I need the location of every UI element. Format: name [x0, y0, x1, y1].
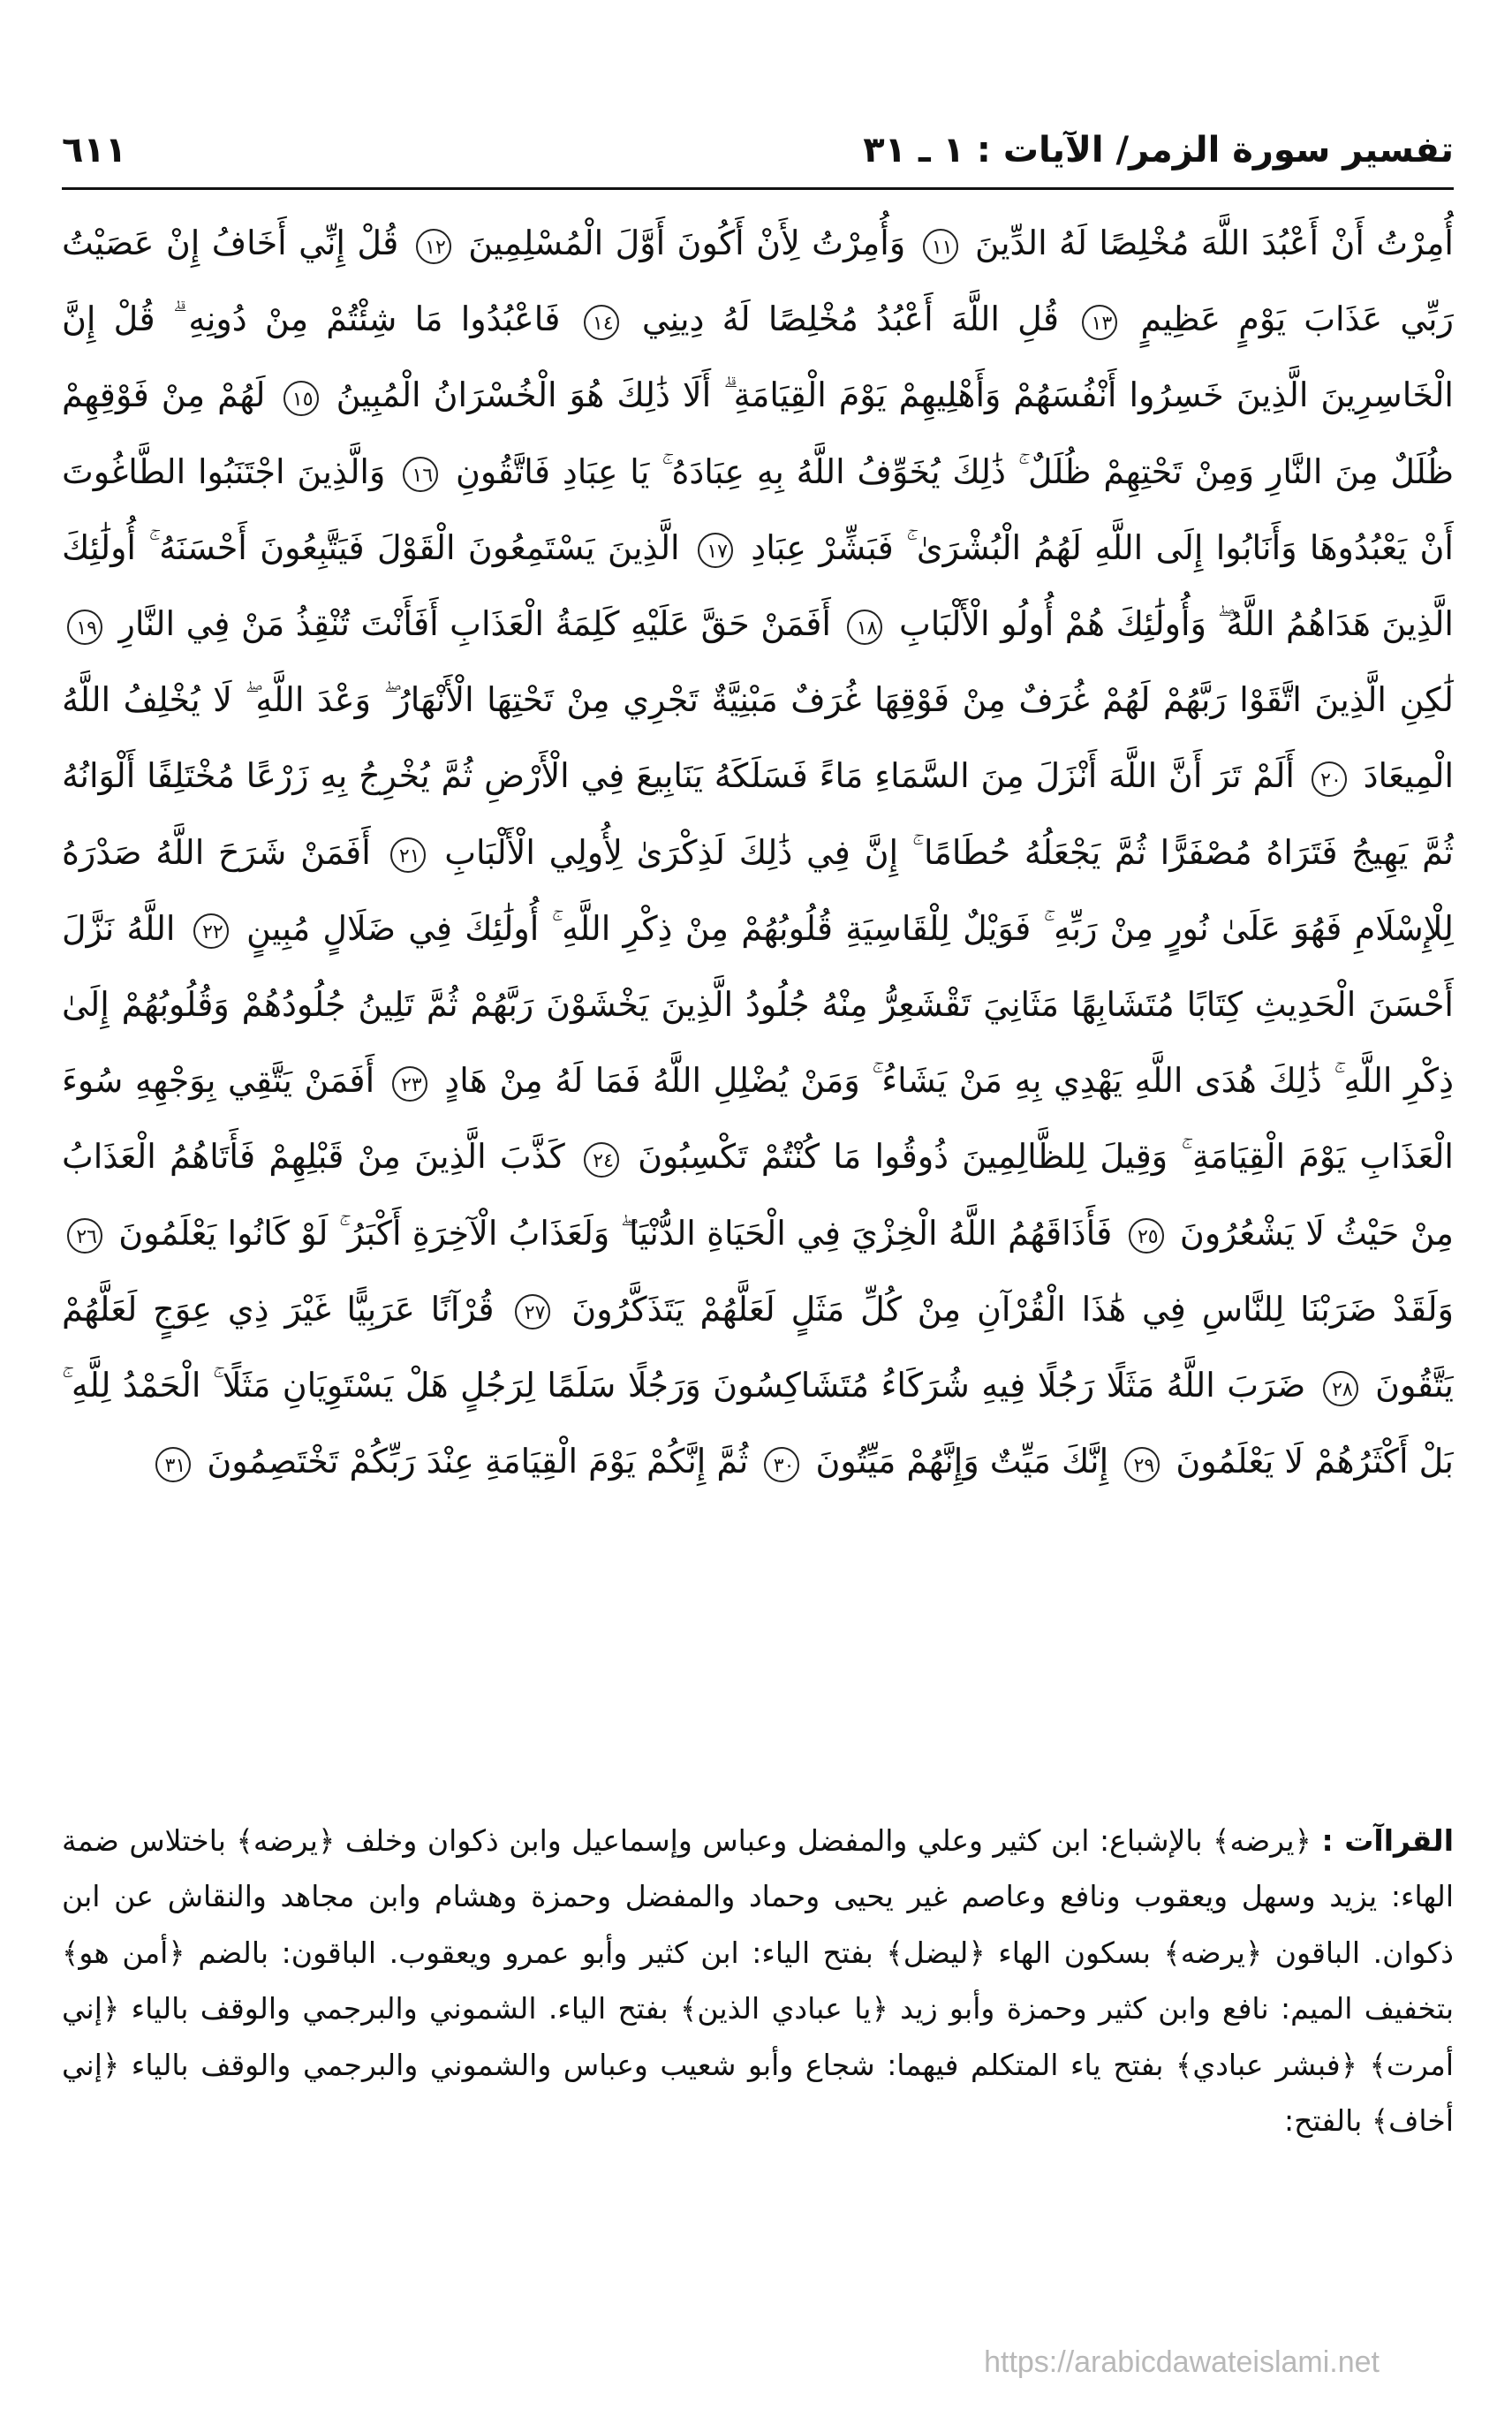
ayah-number-marker: ١٩: [67, 610, 102, 645]
ayah-text: اللَّهُ نَزَّلَ أَحْسَنَ الْحَدِيثِ كِتَابًا مُتَشَابِهًا مَثَانِيَ تَقْشَعِرُّ مِنْهُ جُلُودُ الَّذِينَ يَخْشَوْنَ رَبَّهُمْ ثُمَّ تَلِينُ جُلُودُهُمْ وَقُلُوبُهُمْ إِلَىٰ ذِكْرِ اللَّهِ ۚ ذَٰلِكَ هُدَى اللَّهِ يَهْدِي بِهِ مَنْ يَشَاءُ ۚ وَمَنْ يُضْلِلِ اللَّهُ فَمَا لَهُ مِنْ هَادٍ: [62, 908, 1454, 1101]
ayah-number-marker: ١٧: [698, 533, 733, 568]
ayah-text: قُلِ اللَّهَ أَعْبُدُ مُخْلِصًا لَهُ دِينِي: [641, 299, 1060, 339]
ayah-number-marker: ١٥: [284, 381, 319, 416]
ayah-text: أَفَمَنْ يَتَّقِي بِوَجْهِهِ سُوءَ الْعَذَابِ يَوْمَ الْقِيَامَةِ ۚ وَقِيلَ لِلظَّالِمِينَ ذُوقُوا مَا كُنْتُمْ تَكْسِبُونَ: [62, 1061, 1454, 1177]
ayah-number-marker: ١٨: [847, 610, 882, 645]
ayah-number-marker: ٢٣: [392, 1066, 427, 1102]
ayah-text: فَأَذَاقَهُمُ اللَّهُ الْخِزْيَ فِي الْحَيَاةِ الدُّنْيَا ۖ وَلَعَذَابُ الْآخِرَةِ أَكْبَرُ ۚ لَوْ كَانُوا يَعْلَمُونَ: [118, 1213, 1113, 1253]
ayah-number-marker: ٢٦: [67, 1218, 102, 1254]
ayah-text: إِنَّكَ مَيِّتٌ وَإِنَّهُمْ مَيِّتُونَ: [815, 1442, 1109, 1481]
ayah-text: قُلْ إِنِّي أَخَافُ إِنْ عَصَيْتُ رَبِّي عَذَابَ يَوْمٍ عَظِيمٍ: [62, 223, 1454, 339]
ayah-number-marker: ١٦: [403, 457, 438, 492]
ayah-number-marker: ٢٨: [1323, 1371, 1358, 1406]
ayah-number-marker: ٢٠: [1312, 761, 1347, 797]
ayah-number-marker: ٢٧: [515, 1294, 550, 1329]
ayah-text: الَّذِينَ يَسْتَمِعُونَ الْقَوْلَ فَيَتَّبِعُونَ أَحْسَنَهُ ۚ أُولَٰئِكَ الَّذِينَ هَدَاهُمُ اللَّهُ ۖ وَأُولَٰئِكَ هُمْ أُولُو الْأَلْبَابِ: [62, 527, 1454, 644]
quran-text-block: [62, 205, 1454, 1804]
ayah-text: أُمِرْتُ أَنْ أَعْبُدَ اللَّهَ مُخْلِصًا لَهُ الدِّينَ: [975, 223, 1454, 262]
ayah-number-marker: ٢٥: [1129, 1218, 1164, 1254]
header-divider: [62, 187, 1454, 190]
ayah-text: وَلَقَدْ ضَرَبْنَا لِلنَّاسِ فِي هَٰذَا الْقُرْآنِ مِنْ كُلِّ مَثَلٍ لَعَلَّهُمْ يَتَذَكَّرُونَ: [571, 1289, 1454, 1329]
ayah-text: كَذَّبَ الَّذِينَ مِنْ قَبْلِهِمْ فَأَتَاهُمُ الْعَذَابُ مِنْ حَيْثُ لَا يَشْعُرُونَ: [62, 1137, 1454, 1253]
ayah-text: ثُمَّ إِنَّكُمْ يَوْمَ الْقِيَامَةِ عِنْدَ رَبِّكُمْ تَخْتَصِمُونَ: [207, 1442, 749, 1481]
ayah-text: فَاعْبُدُوا مَا شِئْتُمْ مِنْ دُونِهِ ۗ قُلْ إِنَّ الْخَاسِرِينَ الَّذِينَ خَسِرُوا أَنْفُسَهُمْ وَأَهْلِيهِمْ يَوْمَ الْقِيَامَةِ ۗ أَلَا ذَٰلِكَ هُوَ الْخُسْرَانُ الْمُبِينُ: [62, 299, 1454, 415]
ayah-text: وَأُمِرْتُ لِأَنْ أَكُونَ أَوَّلَ الْمُسْلِمِينَ: [468, 223, 906, 262]
ayah-number-marker: ٣٠: [764, 1447, 799, 1482]
running-title: تفسير سورة الزمر/ الآيات : ١ ـ ٣١: [863, 130, 1454, 170]
ayah-text: أَفَمَنْ حَقَّ عَلَيْهِ كَلِمَةُ الْعَذَابِ أَفَأَنْتَ تُنْقِذُ مَنْ فِي النَّارِ: [118, 604, 831, 644]
ayah-text: لَٰكِنِ الَّذِينَ اتَّقَوْا رَبَّهُمْ لَهُمْ غُرَفٌ مِنْ فَوْقِهَا غُرَفٌ مَبْنِيَّةٌ تَجْرِي مِنْ تَحْتِهَا الْأَنْهَارُ ۖ وَعْدَ اللَّهِ ۖ لَا يُخْلِفُ اللَّهُ الْمِيعَادَ: [62, 680, 1454, 796]
ayah-text: أَلَمْ تَرَ أَنَّ اللَّهَ أَنْزَلَ مِنَ السَّمَاءِ مَاءً فَسَلَكَهُ يَنَابِيعَ فِي الْأَرْضِ ثُمَّ يُخْرِجُ بِهِ زَرْعًا مُخْتَلِفًا أَلْوَانُهُ ثُمَّ يَهِيجُ فَتَرَاهُ مُصْفَرًّا ثُمَّ يَجْعَلُهُ حُطَامًا ۚ إِنَّ فِي ذَٰلِكَ لَذِكْرَىٰ لِأُولِي الْأَلْبَابِ: [62, 756, 1454, 872]
qiraat-text: ﴿يرضه﴾ بالإشباع: ابن كثير وعلي والمفضل وعباس وإسماعيل وابن ذكوان وخلف ﴿يرضه﴾ باختلاس ضمة الهاء: يزيد وسهل ويعقوب ونافع وعاصم غير يحيى وحماد والمفضل وحمزة وهشام وابن مجاهد والنقاش عن ابن ذكوان. الباقون ﴿يرضه﴾ بسكون الهاء ﴿ليضل﴾ بفتح الياء: ابن كثير وأبو عمرو ويعقوب. الباقون: بالضم ﴿أمن هو﴾ بتخفيف الميم: نافع وابن كثير وحمزة وأبو زيد ﴿يا عبادي الذين﴾ بفتح الياء. الشموني والبرجمي والوقف بالياء ﴿إني أمرت﴾ ﴿فبشر عبادي﴾ بفتح ياء المتكلم فيهما: شجاع وأبو شعيب وعباس والشموني والبرجمي والوقف بالياء ﴿إني أخاف﴾ بالفتح:: [62, 1823, 1454, 2139]
ayah-number-marker: ٢٤: [584, 1142, 619, 1178]
ayah-text: لَهُمْ مِنْ فَوْقِهِمْ ظُلَلٌ مِنَ النَّارِ وَمِنْ تَحْتِهِمْ ظُلَلٌ ۚ ذَٰلِكَ يُخَوِّفُ اللَّهُ بِهِ عِبَادَهُ ۚ يَا عِبَادِ فَاتَّقُونِ: [62, 375, 1454, 491]
ayah-number-marker: ٣١: [155, 1447, 191, 1482]
ayah-number-marker: ١٣: [1082, 305, 1117, 340]
ayah-text: قُرْآنًا عَرَبِيًّا غَيْرَ ذِي عِوَجٍ لَعَلَّهُمْ يَتَّقُونَ: [62, 1289, 1454, 1405]
page-header: [62, 124, 1454, 186]
ayah-number-marker: ١١: [923, 229, 958, 264]
watermark-url: https://arabicdawateislami.net: [984, 2345, 1380, 2379]
ayah-number-marker: ١٢: [416, 229, 451, 264]
qiraat-section: [62, 1813, 1454, 2378]
page-number: ٦١١: [62, 130, 127, 170]
ayah-text: أَفَمَنْ شَرَحَ اللَّهُ صَدْرَهُ لِلْإِسْلَامِ فَهُوَ عَلَىٰ نُورٍ مِنْ رَبِّهِ ۚ فَوَيْلٌ لِلْقَاسِيَةِ قُلُوبُهُمْ مِنْ ذِكْرِ اللَّهِ ۚ أُولَٰئِكَ فِي ضَلَالٍ مُبِينٍ: [62, 832, 1454, 948]
ayah-number-marker: ٢١: [390, 837, 426, 873]
ayah-text: ضَرَبَ اللَّهُ مَثَلًا رَجُلًا فِيهِ شُرَكَاءُ مُتَشَاكِسُونَ وَرَجُلًا سَلَمًا لِرَجُلٍ هَلْ يَسْتَوِيَانِ مَثَلًا ۚ الْحَمْدُ لِلَّهِ ۚ بَلْ أَكْثَرُهُمْ لَا يَعْلَمُونَ: [62, 1366, 1454, 1481]
ayah-number-marker: ٢٢: [193, 913, 229, 949]
ayah-text: وَالَّذِينَ اجْتَنَبُوا الطَّاغُوتَ أَنْ يَعْبُدُوهَا وَأَنَابُوا إِلَى اللَّهِ لَهُمُ الْبُشْرَىٰ ۚ فَبَشِّرْ عِبَادِ: [62, 451, 1454, 567]
qiraat-label: القراآت :: [1321, 1823, 1454, 1858]
ayah-number-marker: ٢٩: [1124, 1447, 1160, 1482]
ayah-number-marker: ١٤: [584, 305, 619, 340]
